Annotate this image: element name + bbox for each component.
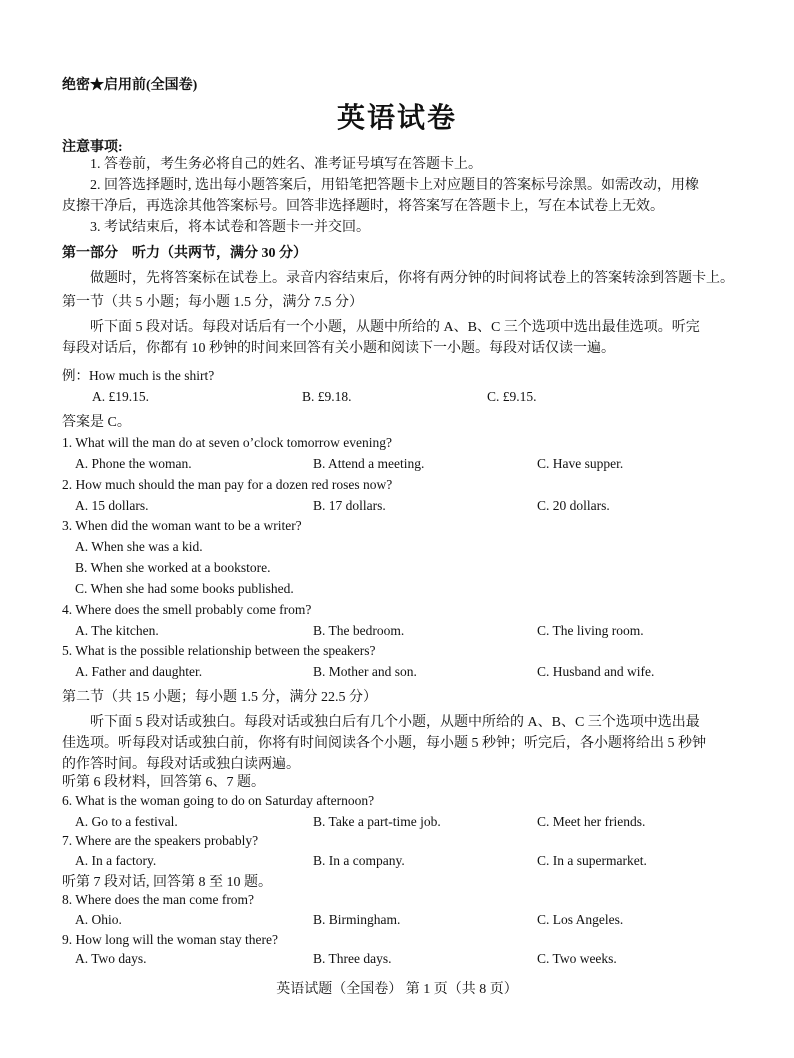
option-c: C. Husband and wife. (537, 664, 655, 679)
section2-instructions: 听下面 5 段对话或独白。每段对话或独白后有几个小题，从题中所给的 A、B、C 三个选项中选出最佳选项。听每段对话或独白前，你将有时间阅读各个小题，每小题 5 秒钟；听完后，各小题将给出 5 秒钟的作答时间。每段对话或独白读两遍。 (62, 715, 706, 772)
part1-intro: 做题时，先将答案标在试卷上。录音内容结束后，你将有两分钟的时间将试卷上的答案转涂到答题卡上。 (90, 271, 734, 286)
example-option-a: A. £19.15. (92, 389, 149, 404)
option-a: A. When she was a kid. (75, 539, 203, 554)
question: 5. What is the possible relationship between the speakers? (62, 643, 376, 658)
option-b: B. 17 dollars. (313, 498, 386, 513)
option-c: C. Meet her friends. (537, 814, 646, 829)
option-c: C. Two weeks. (537, 951, 617, 966)
section1-heading: 第一节（共 5 小题；每小题 1.5 分，满分 7.5 分） (62, 295, 363, 310)
option-b: B. Birmingham. (313, 912, 401, 927)
question: 7. Where are the speakers probably? (62, 833, 259, 848)
option-c: C. The living room. (537, 623, 644, 638)
question: 3. When did the woman want to be a writer? (62, 518, 302, 533)
page-footer: 英语试题（全国卷） 第 1 页（共 8 页） (276, 982, 518, 997)
option-b: B. Three days. (313, 951, 392, 966)
example-question: 例：How much is the shirt? (62, 368, 215, 383)
confidential-label: 绝密★启用前(全国卷) (62, 78, 198, 93)
option-c: C. In a supermarket. (537, 853, 647, 868)
question: 4. Where does the smell probably come from? (62, 602, 312, 617)
option-b: B. When she worked at a bookstore. (75, 560, 271, 575)
option-a: A. Father and daughter. (75, 664, 203, 679)
option-a: A. In a factory. (75, 853, 157, 868)
option-a: A. Two days. (75, 951, 147, 966)
material-note: 听第 6 段材料，回答第 6、7 题。 (62, 775, 265, 790)
question: 1. What will the man do at seven o’clock tomorrow evening? (62, 435, 393, 450)
note-item: 3. 考试结束后，将本试卷和答题卡一并交回。 (90, 220, 370, 235)
note-item: 2. 回答选择题时, 选出每小题答案后，用铅笔把答题卡上对应题目的答案标号涂黑。如需改动，用橡皮擦干净后，再选涂其他答案标号。回答非选择题时，将答案写在答题卡上，写在本试卷上无效。 (62, 178, 699, 214)
example-option-b: B. £9.18. (302, 389, 352, 404)
option-a: A. 15 dollars. (75, 498, 149, 513)
example-answer: 答案是 C。 (62, 415, 131, 430)
section2-heading: 第二节（共 15 小题；每小题 1.5 分，满分 22.5 分） (62, 690, 377, 705)
option-c: C. Have supper. (537, 456, 624, 471)
option-c: C. Los Angeles. (537, 912, 624, 927)
question: 6. What is the woman going to do on Saturday afternoon? (62, 793, 375, 808)
option-c: C. When she had some books published. (75, 581, 294, 596)
option-a: A. Phone the woman. (75, 456, 192, 471)
option-b: B. In a company. (313, 853, 405, 868)
section1-instructions: 听下面 5 段对话。每段对话后有一个小题，从题中所给的 A、B、C 三个选项中选出最佳选项。听完每段对话后，你都有 10 秒钟的时间来回答有关小题和阅读下一小题。每段对话仅读一遍。 (62, 320, 700, 356)
note-item: 1. 答卷前，考生务必将自己的姓名、准考证号填写在答题卡上。 (90, 157, 482, 172)
question: 8. Where does the man come from? (62, 892, 255, 907)
part1-heading: 第一部分 听力（共两节，满分 30 分） (62, 246, 307, 261)
option-a: A. Ohio. (75, 912, 122, 927)
notes-heading: 注意事项: (62, 140, 123, 155)
page-title: 英语试卷 (336, 103, 457, 134)
question: 9. How long will the woman stay there? (62, 932, 278, 947)
option-b: B. The bedroom. (313, 623, 405, 638)
question: 2. How much should the man pay for a dozen red roses now? (62, 477, 393, 492)
option-a: A. Go to a festival. (75, 814, 178, 829)
option-b: B. Mother and son. (313, 664, 417, 679)
material-note: 听第 7 段对话, 回答第 8 至 10 题。 (62, 875, 272, 890)
option-b: B. Attend a meeting. (313, 456, 425, 471)
option-c: C. 20 dollars. (537, 498, 610, 513)
example-option-c: C. £9.15. (487, 389, 537, 404)
option-b: B. Take a part-time job. (313, 814, 441, 829)
option-a: A. The kitchen. (75, 623, 159, 638)
